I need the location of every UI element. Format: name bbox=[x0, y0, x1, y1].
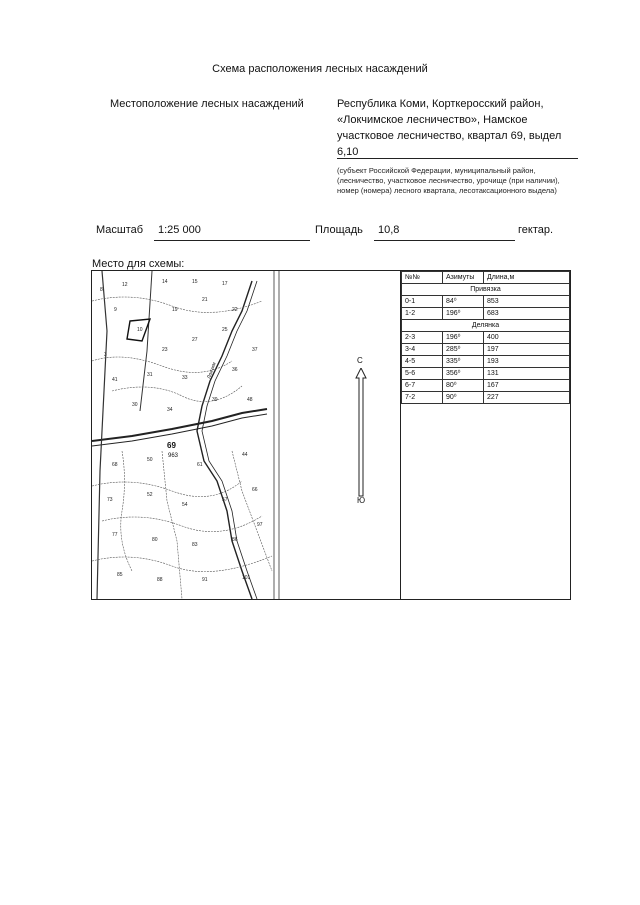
azimuth-cell: 80⁰ bbox=[443, 380, 484, 392]
svg-text:101: 101 bbox=[242, 575, 251, 581]
length-cell: 197 bbox=[484, 344, 570, 356]
azimuth-cell: 335⁰ bbox=[443, 356, 484, 368]
azimuth-table-container bbox=[401, 271, 570, 404]
svg-text:34: 34 bbox=[167, 407, 173, 413]
quarter-number: 69 bbox=[167, 441, 176, 450]
compass-south-label: Ю bbox=[357, 496, 366, 505]
table-row bbox=[402, 344, 570, 356]
length-cell: 683 bbox=[484, 308, 570, 320]
compass bbox=[354, 356, 368, 506]
svg-text:22: 22 bbox=[232, 307, 238, 313]
river-name: Локчим bbox=[206, 361, 218, 380]
svg-text:57: 57 bbox=[222, 497, 228, 503]
svg-text:86: 86 bbox=[232, 537, 238, 543]
svg-text:48: 48 bbox=[247, 397, 253, 403]
area-label: Площадь bbox=[315, 224, 363, 236]
svg-text:3: 3 bbox=[104, 352, 107, 358]
segment-cell: 4-5 bbox=[402, 356, 443, 368]
length-cell: 227 bbox=[484, 392, 570, 404]
document-title: Схема расположения лесных насаждений bbox=[212, 63, 428, 75]
svg-text:15: 15 bbox=[192, 279, 198, 285]
compass-north-label: С bbox=[357, 356, 363, 365]
svg-text:80: 80 bbox=[152, 537, 158, 543]
svg-text:37: 37 bbox=[252, 347, 258, 353]
segment-cell: 0-1 bbox=[402, 296, 443, 308]
header-cell: №№ bbox=[402, 272, 443, 284]
azimuth-cell: 196⁰ bbox=[443, 332, 484, 344]
table-row bbox=[402, 392, 570, 404]
section-row-binding bbox=[402, 284, 570, 296]
svg-text:30: 30 bbox=[132, 402, 138, 408]
table-row bbox=[402, 296, 570, 308]
segment-cell: 1-2 bbox=[402, 308, 443, 320]
svg-text:66: 66 bbox=[252, 487, 258, 493]
svg-text:31: 31 bbox=[147, 372, 153, 378]
svg-text:44: 44 bbox=[242, 452, 248, 458]
table-header-row bbox=[402, 272, 570, 284]
svg-text:61: 61 bbox=[197, 462, 203, 468]
svg-text:9: 9 bbox=[114, 307, 117, 313]
svg-text:19: 19 bbox=[172, 307, 178, 313]
segment-cell: 2-3 bbox=[402, 332, 443, 344]
svg-text:54: 54 bbox=[182, 502, 188, 508]
segment-cell: 5-6 bbox=[402, 368, 443, 380]
length-cell: 167 bbox=[484, 380, 570, 392]
svg-text:36: 36 bbox=[232, 367, 238, 373]
section-binding-label: Привязка bbox=[402, 284, 570, 296]
svg-text:68: 68 bbox=[112, 462, 118, 468]
scale-value: 1:25 000 bbox=[158, 224, 201, 236]
scale-label: Масштаб bbox=[96, 224, 144, 236]
svg-text:17: 17 bbox=[222, 281, 228, 287]
scheme-label: Место для схемы: bbox=[92, 258, 185, 270]
svg-text:91: 91 bbox=[202, 577, 208, 583]
header-cell: Азимуты bbox=[443, 272, 484, 284]
location-label: Местоположение лесных насаждений bbox=[110, 98, 304, 110]
scale-underline bbox=[154, 240, 310, 241]
segment-cell: 3-4 bbox=[402, 344, 443, 356]
svg-text:41: 41 bbox=[112, 377, 118, 383]
table-row bbox=[402, 332, 570, 344]
svg-text:23: 23 bbox=[162, 347, 168, 353]
table-row bbox=[402, 368, 570, 380]
svg-text:85: 85 bbox=[117, 572, 123, 578]
svg-text:33: 33 bbox=[182, 375, 188, 381]
area-unit: гектар. bbox=[518, 224, 554, 236]
svg-text:27: 27 bbox=[192, 337, 198, 343]
table-row bbox=[402, 380, 570, 392]
svg-text:39: 39 bbox=[212, 397, 218, 403]
segment-cell: 7-2 bbox=[402, 392, 443, 404]
length-cell: 853 bbox=[484, 296, 570, 308]
svg-text:97: 97 bbox=[257, 522, 263, 528]
svg-text:50: 50 bbox=[147, 457, 153, 463]
svg-text:52: 52 bbox=[147, 492, 153, 498]
svg-text:21: 21 bbox=[202, 297, 208, 303]
length-cell: 193 bbox=[484, 356, 570, 368]
area-underline bbox=[374, 240, 515, 241]
north-arrow-icon bbox=[354, 368, 368, 498]
section-row-plot bbox=[402, 320, 570, 332]
svg-text:83: 83 bbox=[192, 542, 198, 548]
quarter-area: 963 bbox=[168, 453, 179, 459]
header-cell: Длина,м bbox=[484, 272, 570, 284]
location-underline bbox=[337, 158, 578, 159]
location-note: (субъект Российской Федерации, муниципальный район, (лесничество, участковое лесничество, урочище (при наличии), номер (номера) лесного квартала, лесотаксационного выдела) bbox=[337, 166, 560, 195]
table-row bbox=[402, 308, 570, 320]
section-plot-label: Делянка bbox=[402, 320, 570, 332]
azimuth-cell: 356⁰ bbox=[443, 368, 484, 380]
azimuth-table bbox=[401, 271, 570, 404]
segment-cell: 6-7 bbox=[402, 380, 443, 392]
svg-text:73: 73 bbox=[107, 497, 113, 503]
length-cell: 131 bbox=[484, 368, 570, 380]
azimuth-cell: 285⁰ bbox=[443, 344, 484, 356]
svg-text:25: 25 bbox=[222, 327, 228, 333]
azimuth-cell: 84⁰ bbox=[443, 296, 484, 308]
azimuth-cell: 90⁰ bbox=[443, 392, 484, 404]
svg-text:77: 77 bbox=[112, 532, 118, 538]
location-value: Республика Коми, Корткеросский район, «Локчимское лесничество», Намское участковое лесничество, квартал 69, выдел 6,10 bbox=[337, 98, 562, 158]
svg-text:8: 8 bbox=[100, 287, 103, 293]
area-value: 10,8 bbox=[378, 224, 400, 236]
svg-text:88: 88 bbox=[157, 577, 163, 583]
svg-text:10: 10 bbox=[137, 327, 143, 333]
svg-text:12: 12 bbox=[122, 282, 128, 288]
table-row bbox=[402, 356, 570, 368]
azimuth-cell: 196⁰ bbox=[443, 308, 484, 320]
length-cell: 400 bbox=[484, 332, 570, 344]
svg-text:14: 14 bbox=[162, 279, 168, 285]
